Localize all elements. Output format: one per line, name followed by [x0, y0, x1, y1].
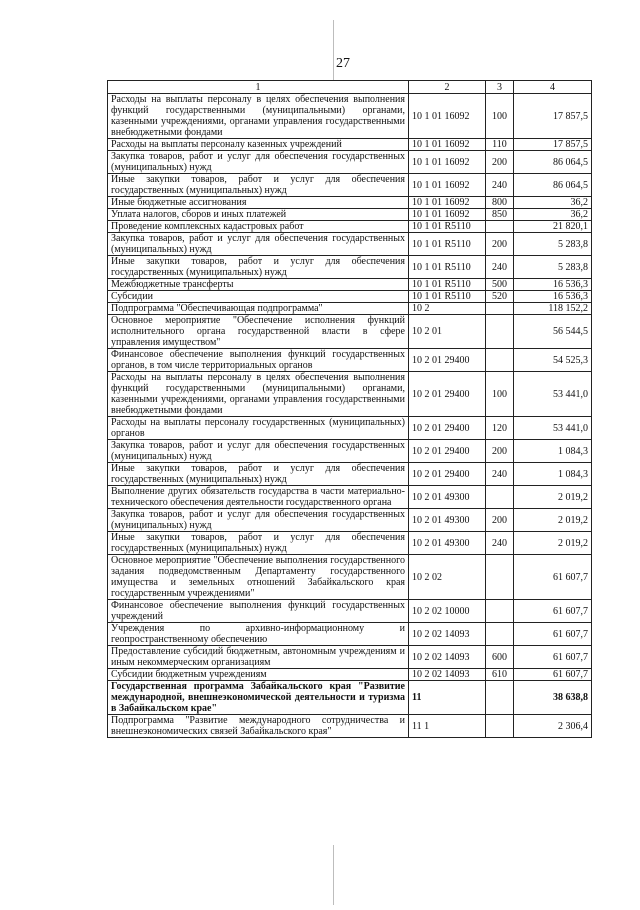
- row-name: Основное мероприятие "Обеспечение исполнения функций исполнительного органа государственной власти в сфере управления имуществом": [108, 315, 409, 349]
- row-expense-type: 200: [486, 151, 514, 174]
- budget-table: [107, 80, 592, 738]
- row-name: Расходы на выплаты персоналу в целях обеспечения выполнения функций государственными (муниципальными) органами, казенными учреждениями, органами управления государственными внебюджетными фондами: [108, 372, 409, 417]
- row-expense-type: 200: [486, 440, 514, 463]
- row-expense-type: 240: [486, 532, 514, 555]
- table-row: [108, 623, 592, 646]
- row-code: 10 2 01 49300: [409, 532, 486, 555]
- row-expense-type: 100: [486, 372, 514, 417]
- row-code: 10 1 01 16092: [409, 94, 486, 139]
- row-amount: 2 306,4: [514, 715, 592, 738]
- row-name: Иные закупки товаров, работ и услуг для обеспечения государственных (муниципальных) нужд: [108, 174, 409, 197]
- row-expense-type: 600: [486, 646, 514, 669]
- row-expense-type: 850: [486, 209, 514, 221]
- row-expense-type: 610: [486, 669, 514, 681]
- row-amount: 16 536,3: [514, 291, 592, 303]
- row-name: Учреждения по архивно-информационному и геопространственному обеспечению: [108, 623, 409, 646]
- row-amount: 17 857,5: [514, 94, 592, 139]
- row-expense-type: 520: [486, 291, 514, 303]
- row-amount: 56 544,5: [514, 315, 592, 349]
- table-row: [108, 221, 592, 233]
- row-name: Подпрограмма "Обеспечивающая подпрограмма": [108, 303, 409, 315]
- row-expense-type: 120: [486, 417, 514, 440]
- table-row: [108, 256, 592, 279]
- row-name: Закупка товаров, работ и услуг для обеспечения государственных (муниципальных) нужд: [108, 440, 409, 463]
- row-code: 10 2 01 29400: [409, 463, 486, 486]
- table-row: [108, 555, 592, 600]
- row-amount: 2 019,2: [514, 532, 592, 555]
- row-expense-type: 200: [486, 233, 514, 256]
- row-amount: 1 084,3: [514, 440, 592, 463]
- row-code: 10 2 01 49300: [409, 486, 486, 509]
- row-code: 10 1 01 16092: [409, 174, 486, 197]
- row-amount: 53 441,0: [514, 417, 592, 440]
- row-code: 10 1 01 R5110: [409, 291, 486, 303]
- row-expense-type: 110: [486, 139, 514, 151]
- row-name: Субсидии: [108, 291, 409, 303]
- row-name: Выполнение других обязательств государства в части материально-технического обеспечения деятельности государственного органа: [108, 486, 409, 509]
- row-amount: 54 525,3: [514, 349, 592, 372]
- row-expense-type: 800: [486, 197, 514, 209]
- row-amount: 17 857,5: [514, 139, 592, 151]
- row-code: 11 1: [409, 715, 486, 738]
- table-row: [108, 174, 592, 197]
- row-name: Межбюджетные трансферты: [108, 279, 409, 291]
- row-name: Подпрограмма "Развитие международного сотрудничества и внешнеэкономических связей Забайкальского края": [108, 715, 409, 738]
- row-name: Основное мероприятие "Обеспечение выполнения государственного задания подведомственным Департаменту государственного имущества и земельных отношений Забайкальского края государственным учреждениями": [108, 555, 409, 600]
- row-amount: 5 283,8: [514, 256, 592, 279]
- row-amount: 16 536,3: [514, 279, 592, 291]
- column-header: 2: [409, 81, 486, 94]
- row-amount: 2 019,2: [514, 509, 592, 532]
- row-expense-type: 240: [486, 256, 514, 279]
- row-name: Расходы на выплаты персоналу казенных учреждений: [108, 139, 409, 151]
- row-code: 10 1 01 16092: [409, 139, 486, 151]
- row-code: 10 1 01 16092: [409, 209, 486, 221]
- row-expense-type: [486, 486, 514, 509]
- row-name: Иные закупки товаров, работ и услуг для обеспечения государственных (муниципальных) нужд: [108, 256, 409, 279]
- row-name: Субсидии бюджетным учреждениям: [108, 669, 409, 681]
- row-name: Иные закупки товаров, работ и услуг для обеспечения государственных (муниципальных) нужд: [108, 463, 409, 486]
- row-code: 10 2 02 14093: [409, 623, 486, 646]
- row-expense-type: 100: [486, 94, 514, 139]
- row-name: Иные бюджетные ассигнования: [108, 197, 409, 209]
- table-row: [108, 94, 592, 139]
- row-code: 10 2 01 29400: [409, 417, 486, 440]
- row-amount: 61 607,7: [514, 669, 592, 681]
- column-header: 4: [514, 81, 592, 94]
- row-expense-type: [486, 600, 514, 623]
- row-name: Иные закупки товаров, работ и услуг для обеспечения государственных (муниципальных) нужд: [108, 532, 409, 555]
- row-code: 10 1 01 16092: [409, 197, 486, 209]
- row-code: 10 2 01 29400: [409, 440, 486, 463]
- row-name: Проведение комплексных кадастровых работ: [108, 221, 409, 233]
- row-amount: 61 607,7: [514, 646, 592, 669]
- row-expense-type: [486, 349, 514, 372]
- row-code: 11: [409, 681, 486, 715]
- table-row: [108, 600, 592, 623]
- table-row: [108, 303, 592, 315]
- column-header: 1: [108, 81, 409, 94]
- table-row: [108, 349, 592, 372]
- table-row: [108, 681, 592, 715]
- row-amount: 86 064,5: [514, 151, 592, 174]
- row-code: 10 2 01 49300: [409, 509, 486, 532]
- row-code: 10 1 01 R5110: [409, 256, 486, 279]
- table-row: [108, 646, 592, 669]
- row-amount: 38 638,8: [514, 681, 592, 715]
- row-name: Предоставление субсидий бюджетным, автономным учреждениям и иным некоммерческим организациям: [108, 646, 409, 669]
- table-row: [108, 209, 592, 221]
- row-amount: 36,2: [514, 197, 592, 209]
- table-body: [108, 94, 592, 738]
- row-code: 10 2 01: [409, 315, 486, 349]
- row-code: 10 2 02 14093: [409, 669, 486, 681]
- table-row: [108, 509, 592, 532]
- table-row: [108, 279, 592, 291]
- row-amount: 86 064,5: [514, 174, 592, 197]
- row-expense-type: 200: [486, 509, 514, 532]
- row-name: Расходы на выплаты персоналу государственных (муниципальных) органов: [108, 417, 409, 440]
- table-row: [108, 139, 592, 151]
- row-name: Закупка товаров, работ и услуг для обеспечения государственных (муниципальных) нужд: [108, 509, 409, 532]
- table-row: [108, 417, 592, 440]
- table-row: [108, 715, 592, 738]
- row-amount: 36,2: [514, 209, 592, 221]
- row-expense-type: [486, 315, 514, 349]
- row-amount: 61 607,7: [514, 623, 592, 646]
- row-name: Финансовое обеспечение выполнения функций государственных органов, в том числе территориальных органов: [108, 349, 409, 372]
- row-code: 10 1 01 R5110: [409, 221, 486, 233]
- row-code: 10 1 01 R5110: [409, 279, 486, 291]
- row-code: 10 1 01 16092: [409, 151, 486, 174]
- row-expense-type: [486, 715, 514, 738]
- row-code: 10 2 02 14093: [409, 646, 486, 669]
- row-code: 10 2: [409, 303, 486, 315]
- row-amount: 5 283,8: [514, 233, 592, 256]
- row-name: Закупка товаров, работ и услуг для обеспечения государственных (муниципальных) нужд: [108, 151, 409, 174]
- row-expense-type: 240: [486, 174, 514, 197]
- row-expense-type: 240: [486, 463, 514, 486]
- table-row: [108, 532, 592, 555]
- table-row: [108, 291, 592, 303]
- row-name: Закупка товаров, работ и услуг для обеспечения государственных (муниципальных) нужд: [108, 233, 409, 256]
- table-row: [108, 463, 592, 486]
- row-amount: 61 607,7: [514, 600, 592, 623]
- row-amount: 1 084,3: [514, 463, 592, 486]
- row-expense-type: [486, 681, 514, 715]
- fold-line-bottom: [333, 845, 334, 905]
- row-name: Уплата налогов, сборов и иных платежей: [108, 209, 409, 221]
- header-row: [108, 81, 592, 94]
- row-expense-type: 500: [486, 279, 514, 291]
- row-amount: 61 607,7: [514, 555, 592, 600]
- row-amount: 21 820,1: [514, 221, 592, 233]
- row-code: 10 2 02 10000: [409, 600, 486, 623]
- row-expense-type: [486, 303, 514, 315]
- table-row: [108, 197, 592, 209]
- fold-line-top: [333, 20, 334, 80]
- table-row: [108, 372, 592, 417]
- table-row: [108, 315, 592, 349]
- row-name: Финансовое обеспечение выполнения функций государственных учреждений: [108, 600, 409, 623]
- row-code: 10 1 01 R5110: [409, 233, 486, 256]
- row-amount: 2 019,2: [514, 486, 592, 509]
- table-row: [108, 151, 592, 174]
- row-expense-type: [486, 221, 514, 233]
- row-expense-type: [486, 623, 514, 646]
- row-amount: 53 441,0: [514, 372, 592, 417]
- row-code: 10 2 01 29400: [409, 349, 486, 372]
- row-code: 10 2 01 29400: [409, 372, 486, 417]
- table-row: [108, 486, 592, 509]
- row-expense-type: [486, 555, 514, 600]
- page-number: 27: [336, 56, 350, 71]
- row-code: 10 2 02: [409, 555, 486, 600]
- column-header: 3: [486, 81, 514, 94]
- table-row: [108, 669, 592, 681]
- table-row: [108, 233, 592, 256]
- row-name: Государственная программа Забайкальского края "Развитие международной, внешнеэкономической деятельности и туризма в Забайкальском крае": [108, 681, 409, 715]
- row-name: Расходы на выплаты персоналу в целях обеспечения выполнения функций государственными (муниципальными) органами, казенными учреждениями, органами управления государственными внебюджетными фондами: [108, 94, 409, 139]
- table-row: [108, 440, 592, 463]
- row-amount: 118 152,2: [514, 303, 592, 315]
